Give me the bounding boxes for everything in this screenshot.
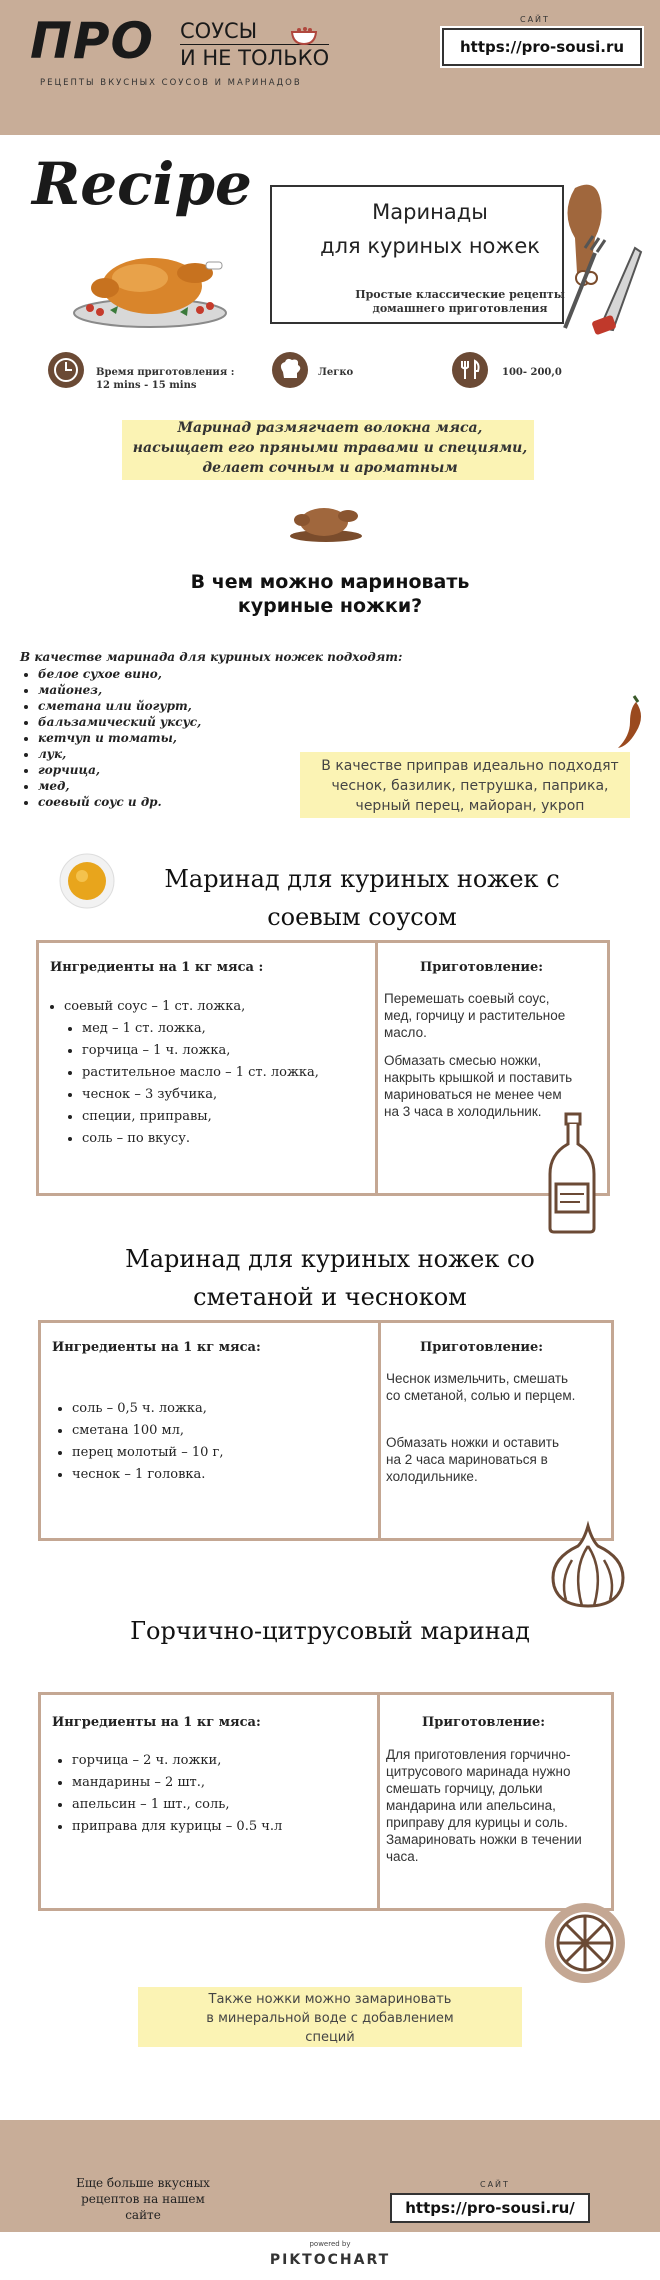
cook-time-value: 12 mins - 15 mins — [96, 380, 197, 391]
logo-line-2: И НЕ ТОЛЬКО — [180, 46, 330, 70]
intro-quote-line-1: Маринад размягчает волокна мяса, — [177, 420, 483, 436]
list-item: • растительное масло – 1 ст. ложка, — [82, 1062, 384, 1084]
recipe2-title — [0, 1240, 660, 1316]
list-item: • апельсин – 1 шт., соль, — [72, 1794, 392, 1816]
cutlery-icon — [452, 352, 488, 388]
recipe-label: Recipe — [32, 150, 252, 218]
page-subtitle — [330, 288, 590, 316]
chef-hat-icon — [272, 352, 308, 388]
recipe1-ingredients — [46, 996, 384, 1150]
list-item: • соль – по вкусу. — [82, 1128, 384, 1150]
list-item: • бальзамический уксус, — [38, 714, 201, 730]
final-note-line-3: специй — [305, 2030, 355, 2045]
marinade-list-intro: В качестве маринада для куриных ножек подходят: — [20, 650, 403, 664]
footer-site-box[interactable] — [390, 2193, 590, 2223]
spices-note-line-2: чеснок, базилик, петрушка, паприка, — [331, 778, 609, 794]
footer-text-line-1: Еще больше вкусных рецептов на нашем — [76, 2176, 210, 2206]
recipe2-ingredients — [54, 1398, 392, 1486]
intro-quote-line-2: насыщает его пряными травами и специями, — [132, 440, 528, 456]
powered-by: powered by — [309, 2240, 351, 2248]
cook-time-label: Время приготовления : — [96, 367, 235, 378]
bowl-icon — [290, 24, 318, 46]
page-subtitle-line-1: Простые классические рецепты — [355, 288, 565, 301]
recipe2-prep-step-2: Обмазать ножки и оставить на 2 часа мариноваться в холодильнике. — [386, 1435, 560, 1484]
list-item: • сметана или йогурт, — [38, 698, 201, 714]
list-item: • соль – 0,5 ч. ложка, — [72, 1398, 392, 1420]
recipe1-ingredients-heading: Ингредиенты на 1 кг мяса : — [50, 960, 264, 975]
garlic-icon — [542, 1520, 634, 1612]
recipe3-ingredients — [54, 1750, 392, 1838]
recipe1-title-line-2: соевым соусом — [267, 903, 457, 931]
spices-note-line-1: В качестве приправ идеально подходят — [321, 758, 619, 774]
question-heading — [180, 570, 480, 618]
site-link[interactable]: https://pro-sousi.ru — [459, 38, 625, 56]
recipe1-prep-step-1: Перемешать соевый соус, мед, горчицу и растительное масло. — [384, 991, 566, 1040]
list-item: • белое сухое вино, — [38, 666, 201, 682]
recipe2-prep-heading: Приготовление: — [420, 1340, 544, 1355]
footer-text-line-2: сайте — [125, 2208, 161, 2222]
logo-main: ПРО — [30, 12, 154, 70]
list-item: • лук, — [38, 746, 201, 762]
list-item: • горчица – 2 ч. ложки, — [72, 1750, 392, 1772]
recipe1-title-line-1: Маринад для куриных ножек с — [164, 865, 560, 893]
final-note — [138, 1990, 522, 2047]
recipe2-title-line-2: сметаной и чесноком — [193, 1283, 467, 1311]
final-note-line-1: Также ножки можно замариновать — [208, 1992, 452, 2007]
recipe3-ingredients-heading: Ингредиенты на 1 кг мяса: — [52, 1715, 261, 1730]
list-item: • чеснок – 3 зубчика, — [82, 1084, 384, 1106]
list-item: • соевый соус и др. — [38, 794, 201, 810]
spices-note — [300, 756, 640, 816]
logo-tagline: РЕЦЕПТЫ ВКУСНЫХ СОУСОВ И МАРИНАДОВ — [40, 78, 302, 88]
list-item: • соевый соус – 1 ст. ложка, — [64, 996, 384, 1018]
spices-note-line-3: черный перец, майоран, укроп — [355, 798, 585, 814]
list-item: • мед – 1 ст. ложка, — [82, 1018, 384, 1040]
recipe3-prep-step-1: Для приготовления горчично-цитрусового маринада нужно смешать горчицу, дольки мандарина или апельсина, приправу для курицы и соль. Замариновать ножки в течении часа. — [386, 1747, 582, 1864]
recipe1-prep-heading: Приготовление: — [420, 960, 544, 975]
footer-site-label: САЙТ — [480, 2180, 510, 2189]
bottle-icon — [540, 1110, 604, 1236]
page-title-line-1: Маринады — [372, 200, 488, 224]
intro-quote — [120, 418, 540, 478]
recipe2-title-line-1: Маринад для куриных ножек со — [125, 1245, 535, 1273]
footer-site-link[interactable]: https://pro-sousi.ru/ — [405, 2199, 575, 2217]
question-heading-line-2: куриные ножки? — [237, 595, 423, 617]
recipe2-ingredients-heading: Ингредиенты на 1 кг мяса: — [52, 1340, 261, 1355]
marinade-list — [20, 666, 201, 810]
portions: 100- 200,0 — [502, 367, 562, 378]
page-subtitle-line-2: домашнего приготовления — [372, 302, 548, 315]
recipe3-prep-heading: Приготовление: — [422, 1715, 546, 1730]
footer-text — [48, 2175, 238, 2223]
list-item: • специи, приправы, — [82, 1106, 384, 1128]
drumstick-knife-icon — [555, 178, 645, 338]
difficulty: Легко — [318, 367, 354, 378]
citrus-slice-icon — [540, 1898, 630, 1988]
question-heading-line-1: В чем можно мариновать — [190, 571, 470, 593]
recipe1-prep-step-2: Обмазать смесью ножки, накрыть крышкой и поставить мариноваться не менее чем на 3 часа в холодильник. — [384, 1053, 573, 1119]
roast-chicken-small-icon — [286, 498, 366, 544]
list-item: • перец молотый – 10 г, — [72, 1442, 392, 1464]
cook-time — [96, 366, 234, 392]
recipe2-prep-step-1: Чеснок измельчить, смешать со сметаной, солью и перцем. — [386, 1371, 576, 1403]
list-item: • кетчуп и томаты, — [38, 730, 201, 746]
logo-line-1: СОУСЫ — [180, 19, 258, 43]
list-item: • чеснок – 1 головка. — [72, 1464, 392, 1486]
page-title — [300, 195, 560, 263]
roast-chicken-icon — [70, 228, 230, 333]
final-note-line-2: в минеральной воде с добавлением — [206, 2011, 454, 2026]
intro-quote-line-3: делает сочным и ароматным — [202, 460, 458, 476]
list-item: • мед, — [38, 778, 201, 794]
page-title-line-2: для куриных ножек — [320, 234, 540, 258]
site-link-box[interactable] — [440, 26, 644, 68]
list-item: • приправа для курицы – 0.5 ч.л — [72, 1816, 392, 1838]
list-item: • горчица, — [38, 762, 201, 778]
list-item: • майонез, — [38, 682, 201, 698]
recipe1-title — [62, 860, 660, 936]
clock-icon — [48, 352, 84, 388]
recipe3-title: Горчично-цитрусовый маринад — [130, 1617, 530, 1645]
list-item: • горчица – 1 ч. ложка, — [82, 1040, 384, 1062]
chili-pepper-icon — [612, 692, 648, 752]
piktochart-logo[interactable]: PIKTOCHART — [269, 2252, 391, 2268]
list-item: • сметана 100 мл, — [72, 1420, 392, 1442]
list-item: • мандарины – 2 шт., — [72, 1772, 392, 1794]
site-label: САЙТ — [520, 15, 550, 24]
